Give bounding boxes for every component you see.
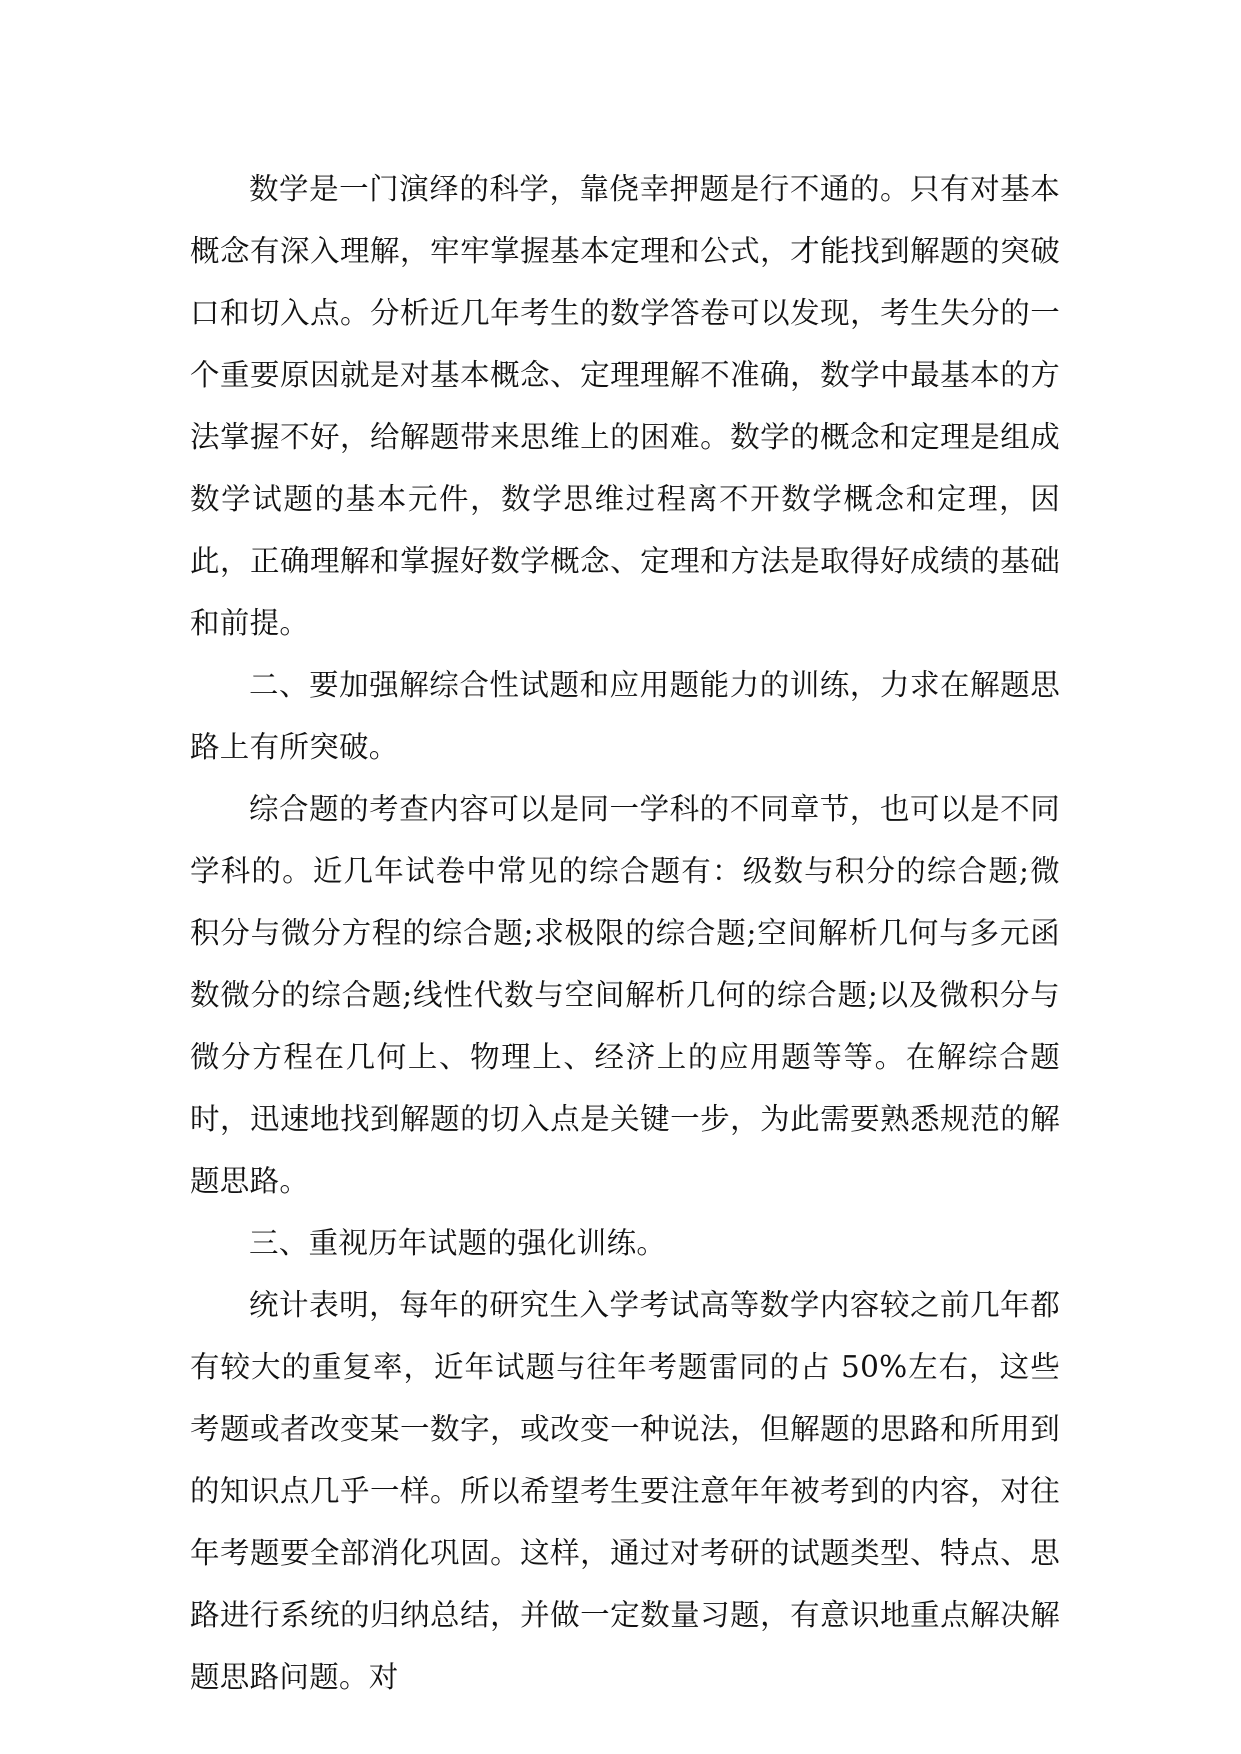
section-heading-three: 三、重视历年试题的强化训练。: [249, 1226, 667, 1260]
paragraph-basic-concepts: 数学是一门演绎的科学，靠侥幸押题是行不通的。只有对基本概念有深入理解，牢牢掌握基本定理和公式，才能找到解题的突破口和切入点。分析近几年考生的数学答卷可以发现，考生失分的一个重要原因就是对基本概念、定理理解不准确，数学中最基本的方法掌握不好，给解题带来思维上的困难。数学的概念和定理是组成数学试题的基本元件，数学思维过程离不开数学概念和定理，因此，正确理解和掌握好数学概念、定理和方法是取得好成绩的基础和前提。: [190, 172, 1060, 640]
paragraph-past-exams: 统计表明，每年的研究生入学考试高等数学内容较之前几年都有较大的重复率，近年试题与往年考题雷同的占 50%左右，这些考题或者改变某一数字，或改变一种说法，但解题的思路和所用到的知识点几乎一样。所以希望考生要注意年年被考到的内容，对往年考题要全部消化巩固。这样，通过对考研的试题类型、特点、思路进行系统的归纳总结，并做一定数量习题，有意识地重点解决解题思路问题。对: [190, 1288, 1060, 1694]
document-body: [190, 158, 1060, 1708]
section-heading-two: 二、要加强解综合性试题和应用题能力的训练，力求在解题思路上有所突破。: [190, 668, 1060, 764]
paragraph-comprehensive-problems: 综合题的考查内容可以是同一学科的不同章节，也可以是不同学科的。近几年试卷中常见的综合题有：级数与积分的综合题;微积分与微分方程的综合题;求极限的综合题;空间解析几何与多元函数微分的综合题;线性代数与空间解析几何的综合题;以及微积分与微分方程在几何上、物理上、经济上的应用题等等。在解综合题时，迅速地找到解题的切入点是关键一步，为此需要熟悉规范的解题思路。: [190, 792, 1060, 1198]
